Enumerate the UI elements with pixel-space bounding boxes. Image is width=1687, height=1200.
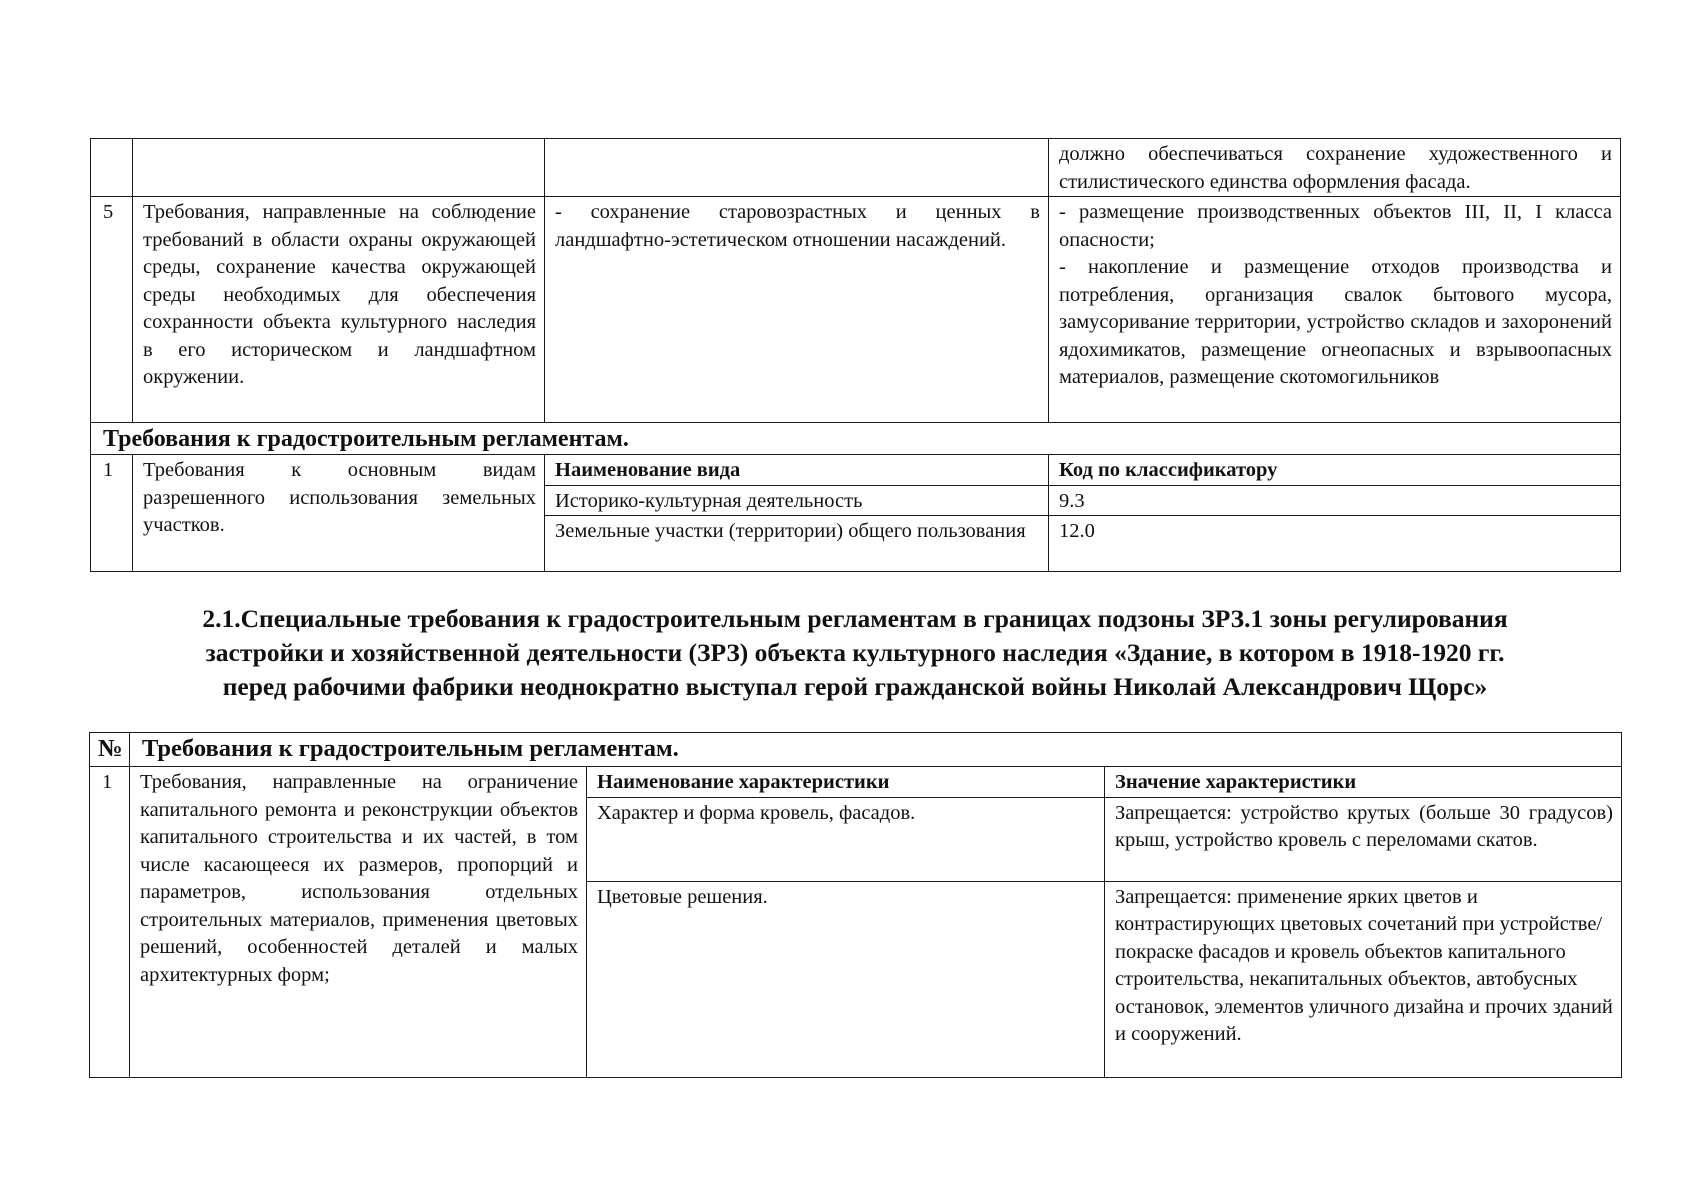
column-header-characteristic: Наименование характеристики	[587, 767, 1105, 798]
column-header-value: Значение характеристики	[1105, 767, 1622, 798]
cell-use-name: Историко-культурная деятельность	[545, 485, 1049, 516]
cell-requirement: Требования, направленные на соблюдение требований в области охраны окружающей среды, сохранение качества окружающей среды необходимых для обеспечения сохранности объекта культурного наследия в его историческом и ландшафтном окружении.	[133, 197, 545, 423]
cell-allowed: - сохранение старовозрастных и ценных в ландшафтно-эстетическом отношении насаждений.	[545, 197, 1049, 423]
cell-characteristic-value: Запрещается: применение ярких цветов и контрастирующих цветовых сочетаний при устройстве/покраске фасадов и кровель объектов капитального строительства, некапитальных объектов, автобусных остановок, элементов уличного дизайна и прочих зданий и сооружений.	[1105, 881, 1622, 1077]
requirements-table-2	[89, 732, 1622, 1078]
cell-characteristic-name: Цветовые решения.	[587, 881, 1105, 1077]
section-header: Требования к градостроительным регламентам.	[130, 733, 1622, 767]
cell-prohibited: должно обеспечиваться сохранение художественного и стилистического единства оформления фасада.	[1049, 139, 1621, 197]
requirements-table-1	[90, 138, 1621, 572]
row-number: 1	[91, 455, 133, 572]
cell-use-code: 12.0	[1049, 516, 1621, 572]
cell-use-name: Земельные участки (территории) общего пользования	[545, 516, 1049, 572]
list-item: - накопление и размещение отходов производства и потребления, организация свалок бытового мусора, замусоривание территории, устройство складов и захоронений ядохимикатов, размещение огнеопасных и взрывоопасных материалов, размещение скотомогильников	[1059, 256, 1612, 388]
section-heading	[90, 602, 1620, 704]
column-header-number: №	[90, 733, 130, 767]
section-header: Требования к градостроительным регламентам.	[91, 423, 1621, 455]
table-row	[91, 197, 1621, 423]
cell-characteristic-name: Характер и форма кровель, фасадов.	[587, 797, 1105, 881]
row-number: 1	[90, 767, 130, 1078]
cell-allowed	[545, 139, 1049, 197]
list-item: - размещение производственных объектов III, II, I класса опасности;	[1059, 201, 1612, 251]
cell-num	[91, 139, 133, 197]
row-number: 5	[91, 197, 133, 423]
heading-line: перед рабочими фабрики неоднократно выступал герой гражданской войны Николай Александрович Щорс»	[222, 672, 1488, 701]
table-row	[91, 139, 1621, 197]
table-row	[90, 733, 1622, 767]
column-header-name: Наименование вида	[545, 455, 1049, 486]
cell-prohibited	[1049, 197, 1621, 423]
table-row	[90, 767, 1622, 798]
column-header-code: Код по классификатору	[1049, 455, 1621, 486]
cell-characteristic-value: Запрещается: устройство крутых (больше 30 градусов) крыш, устройство кровель с переломами скатов.	[1105, 797, 1622, 881]
cell-requirement: Требования, направленные на ограничение капитального ремонта и реконструкции объектов капитального строительства и их частей, в том числе касающееся их размеров, пропорций и параметров, использования отдельных строительных материалов, применения цветовых решений, особенностей деталей и малых архитектурных форм;	[130, 767, 587, 1078]
heading-line: застройки и хозяйственной деятельности (ЗРЗ) объекта культурного наследия «Здание, в котором в 1918-1920 гг.	[205, 638, 1505, 667]
heading-line: 2.1.Специальные требования к градостроительным регламентам в границах подзоны ЗРЗ.1 зоны регулирования	[202, 604, 1508, 633]
cell-requirement: Требования к основным видам разрешенного использования земельных участков.	[133, 455, 545, 572]
table-row	[91, 455, 1621, 486]
cell-use-code: 9.3	[1049, 485, 1621, 516]
table-row	[91, 423, 1621, 455]
cell-requirement	[133, 139, 545, 197]
